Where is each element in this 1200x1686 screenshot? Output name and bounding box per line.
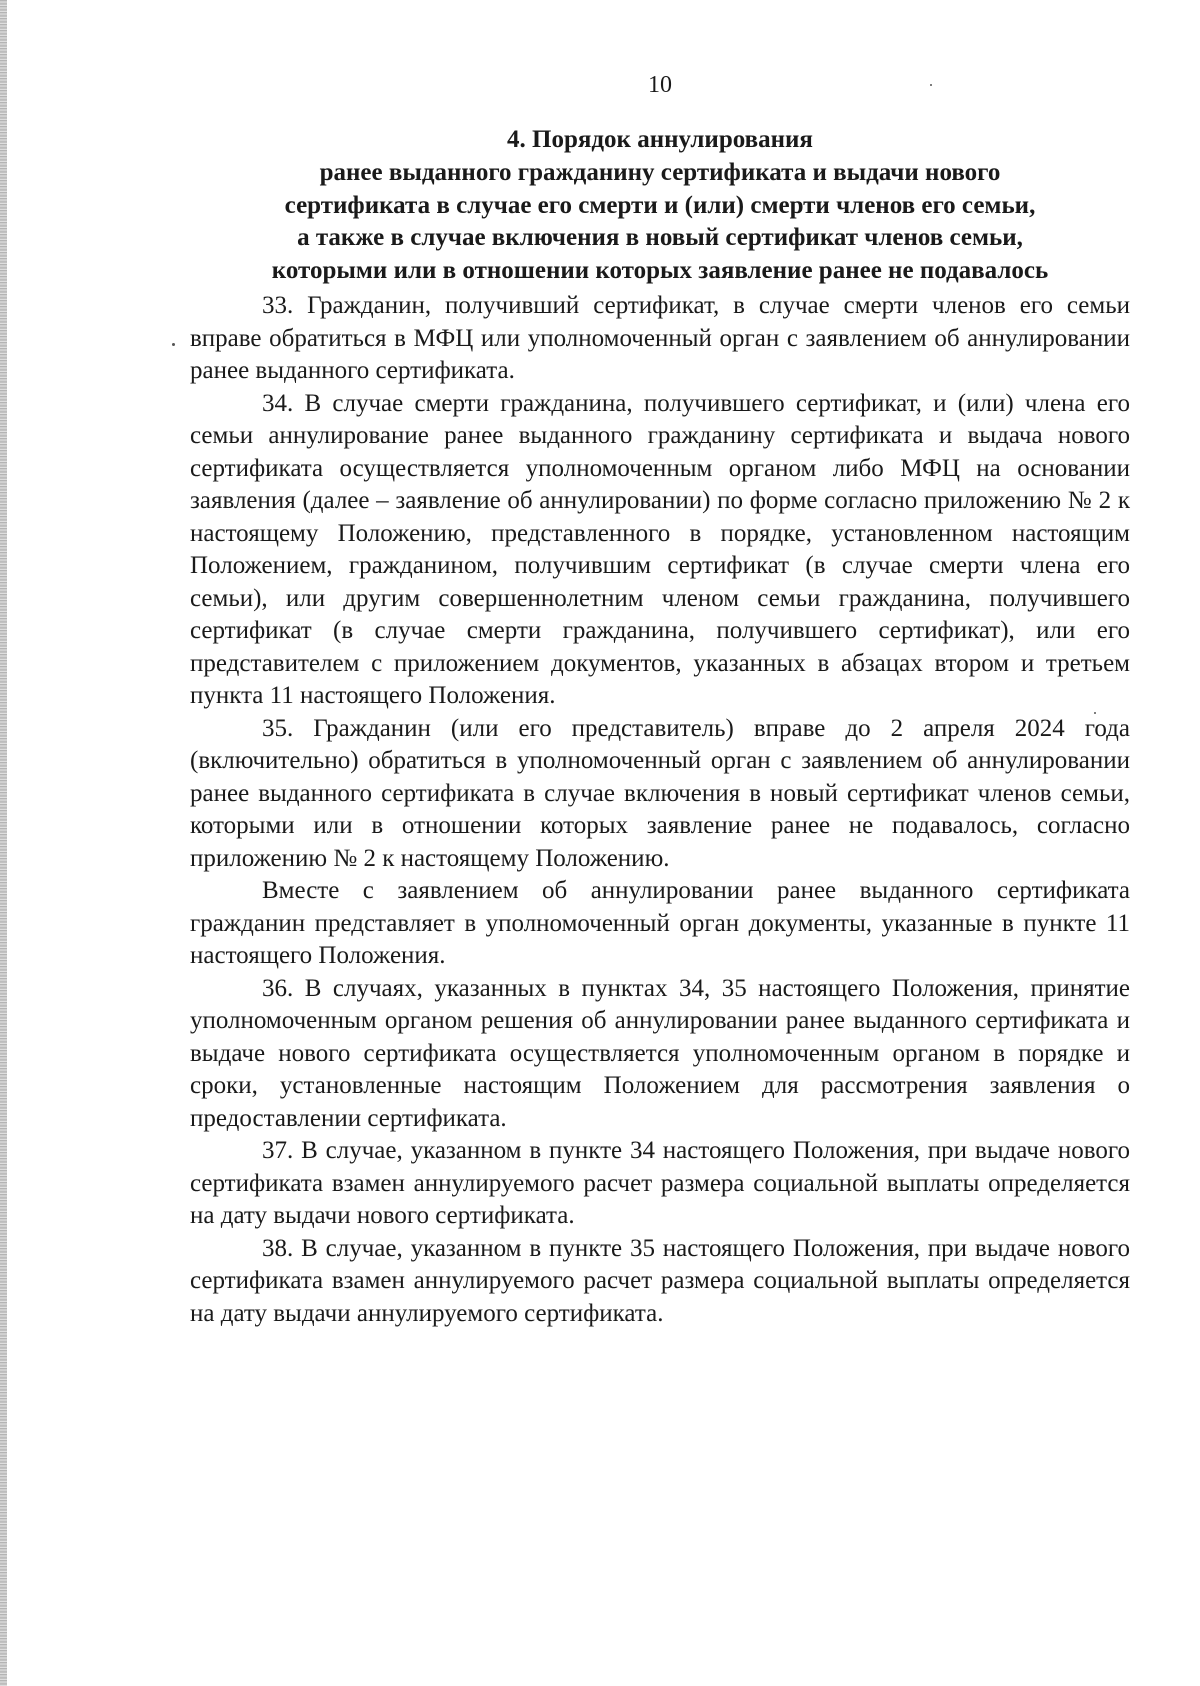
paragraph-36: 36. В случаях, указанных в пунктах 34, 35 настоящего Положения, принятие уполномоченным органом решения об аннулировании ранее выданного сертификата и выдаче нового сертификата осуществляется уполномоченным органом в порядке и сроки, установленные настоящим Положением для рассмотрения заявления о предоставлении сертификата. (190, 974, 1130, 1132)
paragraph-35: 35. Гражданин (или его представитель) вправе до 2 апреля 2024 года (включительно) обратиться в уполномоченный орган с заявлением об аннулировании ранее выданного сертификата в случае включения в новый сертификат членов семьи, которыми или в отношении которых заявление ранее не подавалось, согласно приложению № 2 к настоящему Положению. (190, 714, 1130, 872)
paragraph-35-continuation: Вместе с заявлением об аннулировании ранее выданного сертификата гражданин представляет в уполномоченный орган документы, указанные в пункте 11 настоящего Положения. (190, 877, 1130, 969)
scan-speck (930, 84, 932, 86)
heading-line: сертификата в случае его смерти и (или) смерти членов его семьи, (284, 191, 1036, 219)
document-body (190, 290, 1130, 1330)
paragraph-38: 38. В случае, указанном в пункте 35 настоящего Положения, при выдаче нового сертификата взамен аннулируемого расчет размера социальной выплаты определяется на дату выдачи аннулируемого сертификата. (190, 1234, 1130, 1327)
heading-line: а также в случае включения в новый сертификат членов семьи, (297, 224, 1023, 252)
paragraph-33: 33. Гражданин, получивший сертификат, в случае смерти членов его семьи вправе обратиться в МФЦ или уполномоченный орган с заявлением об аннулировании ранее выданного сертификата. (190, 292, 1130, 384)
heading-line: которыми или в отношении которых заявление ранее не подавалось (271, 257, 1049, 285)
scan-speck (172, 343, 175, 346)
paragraph-37: 37. В случае, указанном в пункте 34 настоящего Положения, при выдаче нового сертификата взамен аннулируемого расчет размера социальной выплаты определяется на дату выдачи нового сертификата. (190, 1137, 1130, 1229)
scan-speck (1094, 712, 1096, 714)
section-heading (190, 124, 1130, 288)
heading-line: ранее выданного гражданину сертификата и выдачи нового (319, 158, 1001, 186)
scan-edge (0, 0, 7, 1686)
page-number: 10 (648, 72, 672, 98)
paragraph-34: 34. В случае смерти гражданина, получившего сертификат, и (или) члена его семьи аннулирование ранее выданного гражданину сертификата и выдача нового сертификата осуществляется уполномоченным органом либо МФЦ на основании заявления (далее – заявление об аннулировании) по форме согласно приложению № 2 к настоящему Положению, представленного в порядке, установленном настоящим Положением, гражданином, получившим сертификат (в случае смерти члена его семьи), или другим совершеннолетним членом семьи гражданина, получившего сертификат (в случае смерти гражданина, получившего сертификат), или его представителем с приложением документов, указанных в абзацах втором и третьем пункта 11 настоящего Положения. (190, 389, 1130, 709)
heading-line: 4. Порядок аннулирования (507, 126, 813, 153)
